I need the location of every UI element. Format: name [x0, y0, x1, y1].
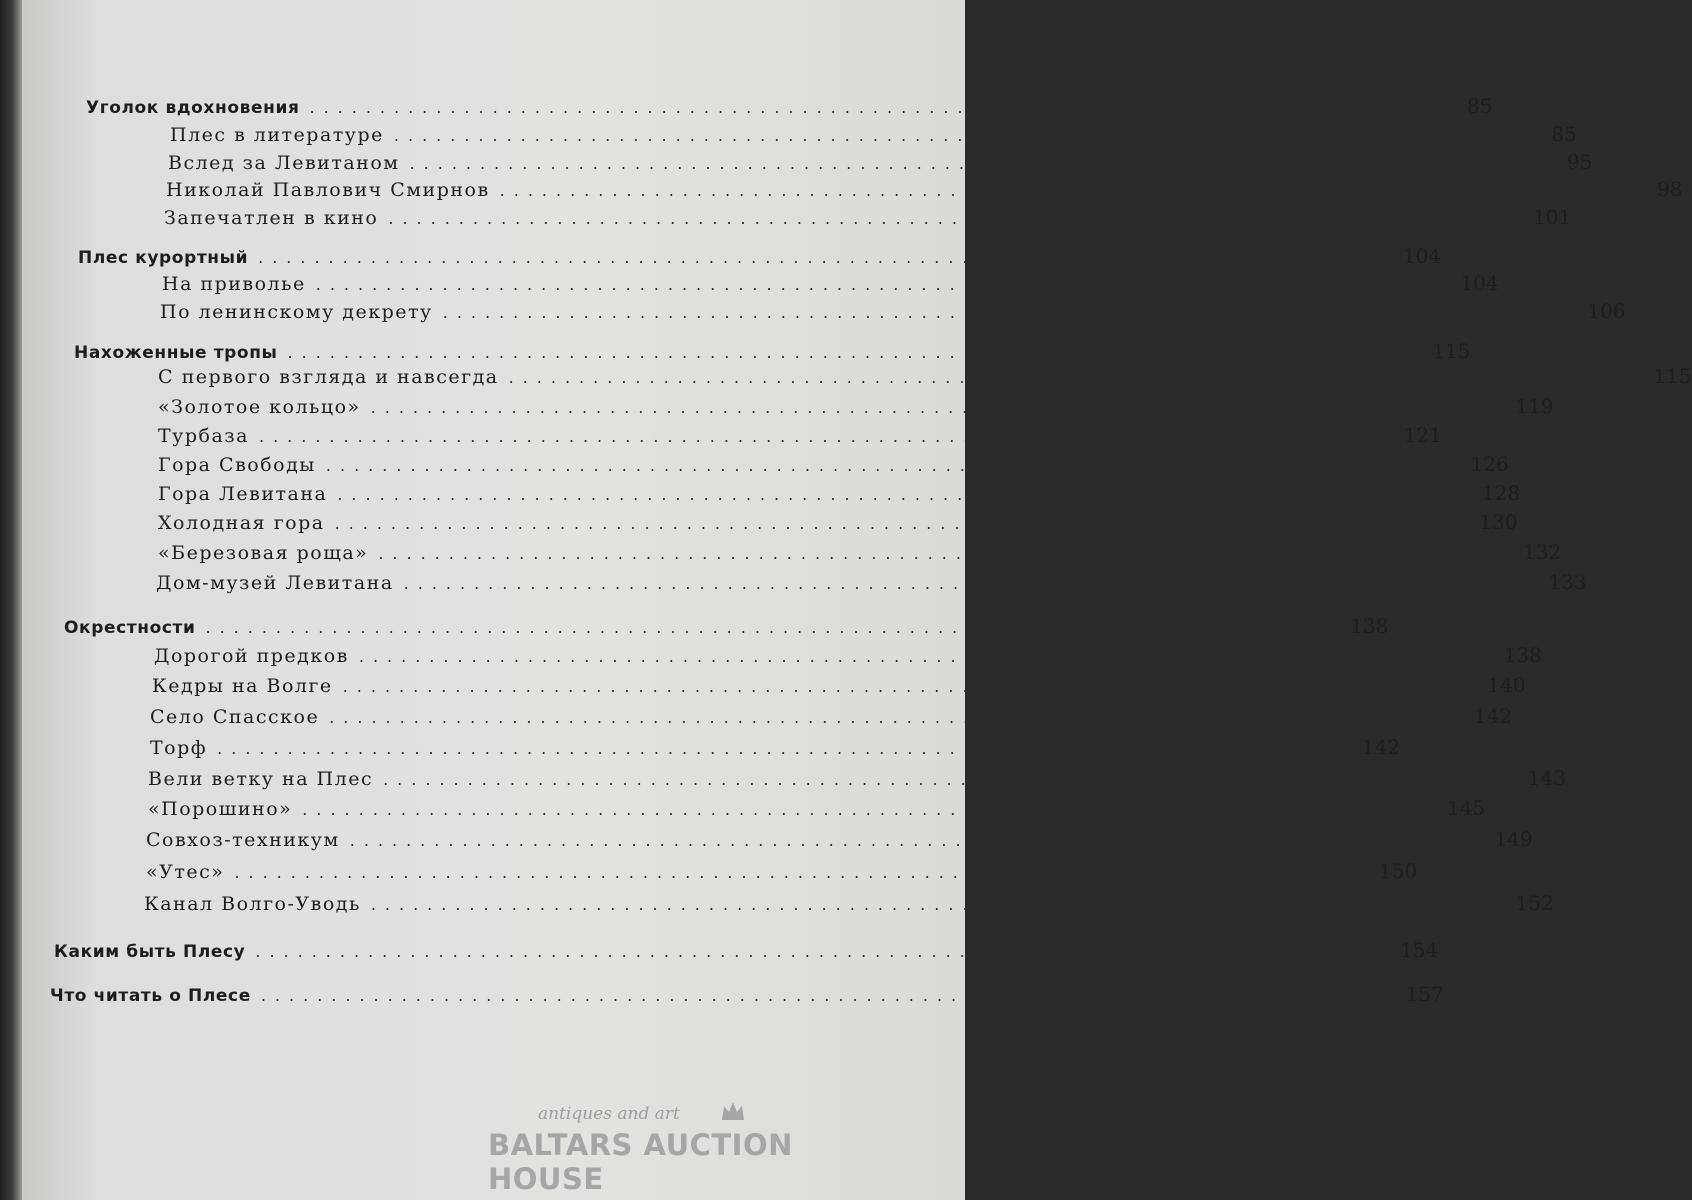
toc-leader-dots: ................................................................................ [258, 427, 1386, 446]
auction-house-watermark [488, 1100, 888, 1196]
toc-title: Плес в литературе [170, 124, 384, 146]
toc-page-number: 104 [1460, 271, 1499, 295]
toc-row [156, 570, 1587, 594]
toc-row [146, 859, 1418, 883]
toc-row [158, 540, 1562, 564]
toc-row [166, 177, 1683, 201]
toc-leader-dots: ................................................................................ [370, 398, 1498, 417]
toc-leader-dots: ................................................................................ [393, 126, 1521, 145]
toc-row [160, 299, 1626, 323]
toc-leader-dots: ................................................................................ [358, 647, 1486, 666]
toc-leader-dots: ................................................................................ [403, 574, 1531, 593]
toc-title: «Березовая роща» [158, 542, 369, 564]
toc-row [158, 394, 1554, 418]
toc-row [154, 643, 1542, 667]
toc-row [144, 891, 1554, 915]
toc-row [164, 205, 1572, 229]
toc-title: Окрестности [64, 618, 196, 638]
toc-page-number: 132 [1523, 540, 1562, 564]
toc-title: Канал Волго-Уводь [144, 893, 361, 915]
toc-leader-dots: ................................................................................ [383, 770, 1510, 789]
toc-title: Николай Павлович Смирнов [166, 179, 490, 201]
watermark-brand: BALTARS AUCTION HOUSE [488, 1128, 793, 1196]
toc-title: Дорогой предков [154, 645, 349, 667]
toc-title: Каким быть Плесу [54, 942, 246, 962]
toc-page-number: 142 [1473, 704, 1513, 728]
toc-title: Турбаза [158, 425, 249, 447]
toc-leader-dots: ................................................................................ [255, 942, 1383, 961]
toc-page-number: 121 [1403, 423, 1442, 447]
toc-row [152, 673, 1526, 697]
toc-row [64, 614, 1389, 638]
toc-title: «Порошино» [148, 798, 293, 820]
toc-page-number: 140 [1487, 673, 1526, 697]
toc-row [162, 271, 1499, 295]
toc-page-number: 143 [1527, 766, 1566, 790]
toc-page-number: 128 [1482, 481, 1521, 505]
toc-leader-dots: ................................................................................ [508, 368, 1636, 387]
toc-page-number: 150 [1379, 859, 1418, 883]
toc-leader-dots: ................................................................................ [205, 618, 1333, 637]
toc-page-number: 85 [1551, 122, 1577, 146]
toc-leader-dots: ................................................................................ [325, 456, 1453, 475]
toc-row [168, 150, 1593, 174]
toc-page-number: 142 [1361, 735, 1401, 759]
toc-title: «Золотое кольцо» [158, 396, 361, 418]
crown-icon [720, 1100, 746, 1124]
toc-row [54, 938, 1439, 962]
toc-row [158, 452, 1509, 476]
toc-page-number: 157 [1405, 982, 1444, 1006]
toc-page-number: 130 [1479, 510, 1518, 534]
toc-title: Дом-музей Левитана [156, 572, 394, 594]
toc-page-number: 106 [1587, 299, 1626, 323]
toc-page-number: 101 [1533, 205, 1572, 229]
toc-row [148, 796, 1486, 820]
toc-row [50, 982, 1444, 1006]
toc-row [146, 827, 1533, 851]
toc-row [158, 423, 1442, 447]
toc-title: Совхоз-техникум [146, 829, 340, 851]
toc-leader-dots: ................................................................................ [334, 514, 1462, 533]
toc-leader-dots: ................................................................................ [329, 708, 1457, 727]
toc-leader-dots: ................................................................................ [409, 154, 1537, 173]
toc-row [170, 122, 1577, 146]
toc-leader-dots: ................................................................................ [217, 739, 1345, 758]
toc-row [158, 481, 1521, 505]
toc-leader-dots: ................................................................................ [315, 275, 1443, 294]
toc-page-number: 138 [1350, 614, 1389, 638]
toc-row [78, 244, 1441, 268]
toc-title: С первого взгляда и навсегда [158, 366, 499, 388]
toc-page-number: 104 [1402, 244, 1441, 268]
toc-page-number: 115 [1653, 364, 1692, 388]
watermark-tagline: antiques and art [538, 1104, 680, 1124]
toc-title: Гора Свободы [158, 454, 316, 476]
toc-page-number: 154 [1400, 938, 1439, 962]
toc-row [148, 766, 1566, 790]
toc-title: Нахоженные тропы [74, 343, 278, 363]
toc-row [150, 704, 1513, 728]
toc-title: Село Спасское [150, 706, 320, 728]
toc-page-number: 85 [1466, 94, 1493, 118]
toc-title: Холодная гора [158, 512, 325, 534]
toc-title: Плес курортный [78, 248, 249, 268]
toc-title: Торф [150, 737, 208, 759]
toc-leader-dots: ................................................................................ [309, 98, 1437, 117]
toc-page-number: 138 [1503, 643, 1542, 667]
toc-page-number: 95 [1567, 150, 1593, 174]
toc-title: Гора Левитана [158, 483, 328, 505]
toc-leader-dots: ................................................................................ [349, 831, 1477, 850]
toc-title: Вели ветку на Плес [148, 768, 374, 790]
toc-leader-dots: ................................................................................ [342, 677, 1470, 696]
toc-leader-dots: ................................................................................ [370, 895, 1498, 914]
toc-page-number: 126 [1470, 452, 1509, 476]
toc-leader-dots: ................................................................................ [442, 303, 1570, 322]
toc-leader-dots: ................................................................................ [337, 485, 1465, 504]
toc-row [74, 339, 1471, 363]
book-spine-edge [0, 0, 22, 1200]
toc-row [150, 735, 1401, 759]
toc-title: «Утес» [146, 861, 225, 883]
toc-leader-dots: ................................................................................ [260, 986, 1388, 1005]
toc-page-number: 145 [1446, 796, 1486, 820]
toc-leader-dots: ................................................................................ [302, 800, 1430, 819]
toc-title: Уголок вдохновения [86, 98, 300, 118]
toc-title: На приволье [162, 273, 306, 295]
toc-leader-dots: ................................................................................ [234, 863, 1362, 882]
toc-page-number: 133 [1548, 570, 1587, 594]
toc-page-number: 149 [1494, 827, 1533, 851]
toc-page-number: 98 [1657, 177, 1683, 201]
toc-title: По ленинскому декрету [160, 301, 433, 323]
toc-page-number: 152 [1515, 891, 1554, 915]
toc-leader-dots: ................................................................................ [378, 544, 1506, 563]
toc-page-number: 119 [1515, 394, 1554, 418]
toc-row [158, 510, 1518, 534]
toc-row [158, 364, 1692, 388]
toc-title: Кедры на Волге [152, 675, 333, 697]
toc-row [86, 94, 1493, 118]
toc-page-number: 115 [1432, 339, 1471, 363]
toc-leader-dots: ................................................................................ [388, 209, 1516, 228]
toc-leader-dots: ................................................................................ [287, 343, 1415, 362]
toc-title: Вслед за Левитаном [168, 152, 400, 174]
toc-leader-dots: ................................................................................ [258, 248, 1385, 267]
toc-title: Что читать о Плесе [50, 986, 251, 1006]
toc-title: Запечатлен в кино [164, 207, 379, 229]
toc-leader-dots: ................................................................................ [499, 181, 1627, 200]
